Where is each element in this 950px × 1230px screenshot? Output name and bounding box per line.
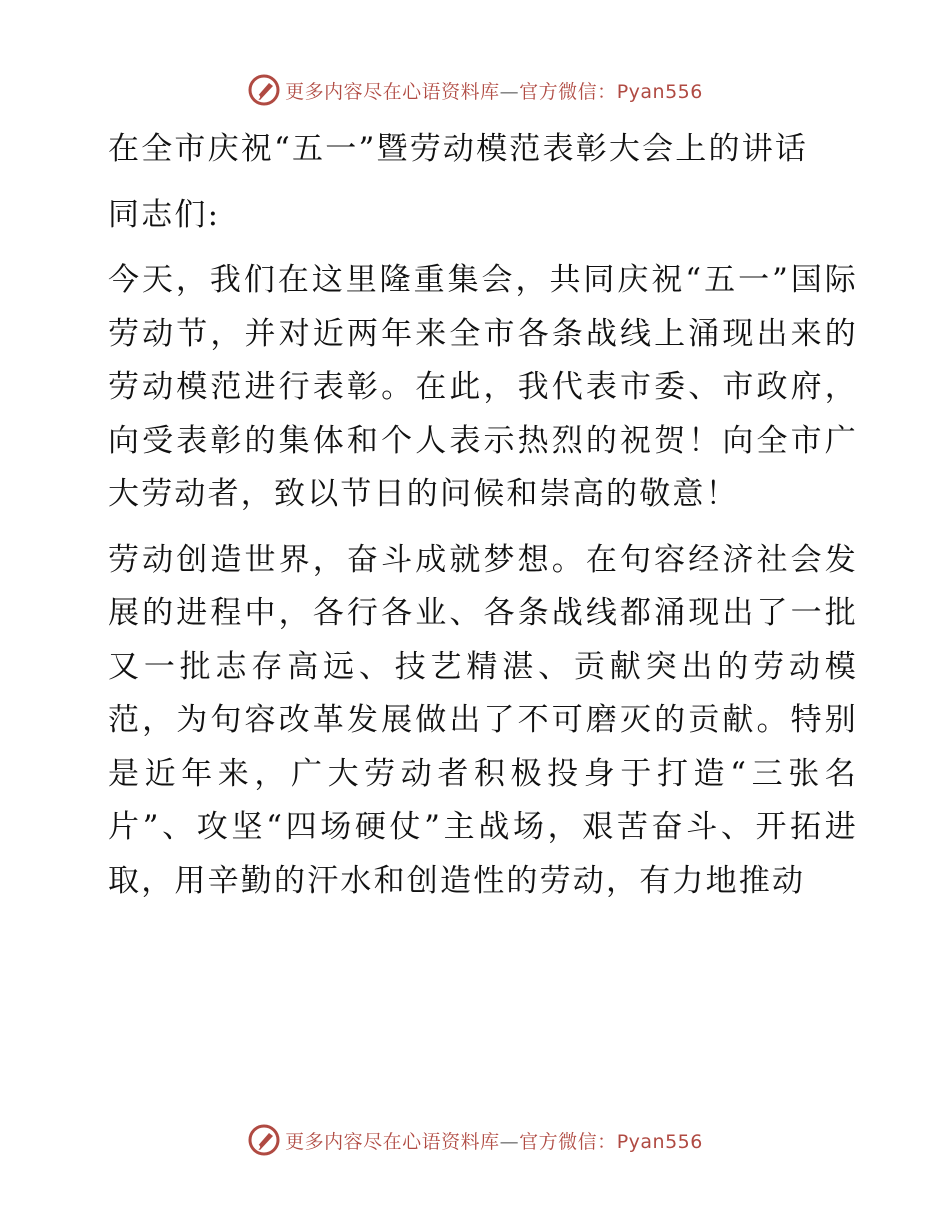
banner-wechat-label: 官方微信：: [519, 1130, 617, 1153]
header-banner: [0, 70, 950, 110]
pen-nib-logo-icon: [247, 73, 281, 107]
document-title: 在全市庆祝“五一”暨劳动模范表彰大会上的讲话: [108, 131, 809, 167]
banner-wechat-id: Pyan556: [616, 80, 703, 103]
banner-separator: —: [499, 1130, 520, 1153]
paragraph-2: 劳动创造世界，奋斗成就梦想。在句容经济社会发展的进程中，各行各业、各条战线都涌现出了一批又一批志存高远、技艺精湛、贡献突出的劳动模范，为句容改革发展做出了不可磨灭的贡献。特别是近年来，广大劳动者积极投身于打造“三张名片”、攻坚“四场硬仗”主战场，艰苦奋斗、开拓进取，用辛勤的汗水和创造性的劳动，有力地推动: [108, 541, 858, 899]
banner-main-text: 更多内容尽在心语资料库: [285, 1130, 500, 1153]
banner-wechat-label: 官方微信：: [519, 80, 617, 103]
footer-banner: [0, 1120, 950, 1160]
greeting: 同志们:: [108, 196, 221, 233]
paragraph-1: 今天，我们在这里隆重集会，共同庆祝“五一”国际劳动节，并对近两年来全市各条战线上涌现出来的劳动模范进行表彰。在此，我代表市委、市政府，向受表彰的集体和个人表示热烈的祝贺！向全市广大劳动者，致以节日的问候和崇高的敬意！: [108, 262, 858, 512]
banner-main-text: 更多内容尽在心语资料库: [285, 80, 500, 103]
banner-separator: —: [499, 80, 520, 103]
banner-wechat-id: Pyan556: [616, 1130, 703, 1153]
pen-nib-logo-icon: [247, 1123, 281, 1157]
document-body: [98, 123, 858, 920]
